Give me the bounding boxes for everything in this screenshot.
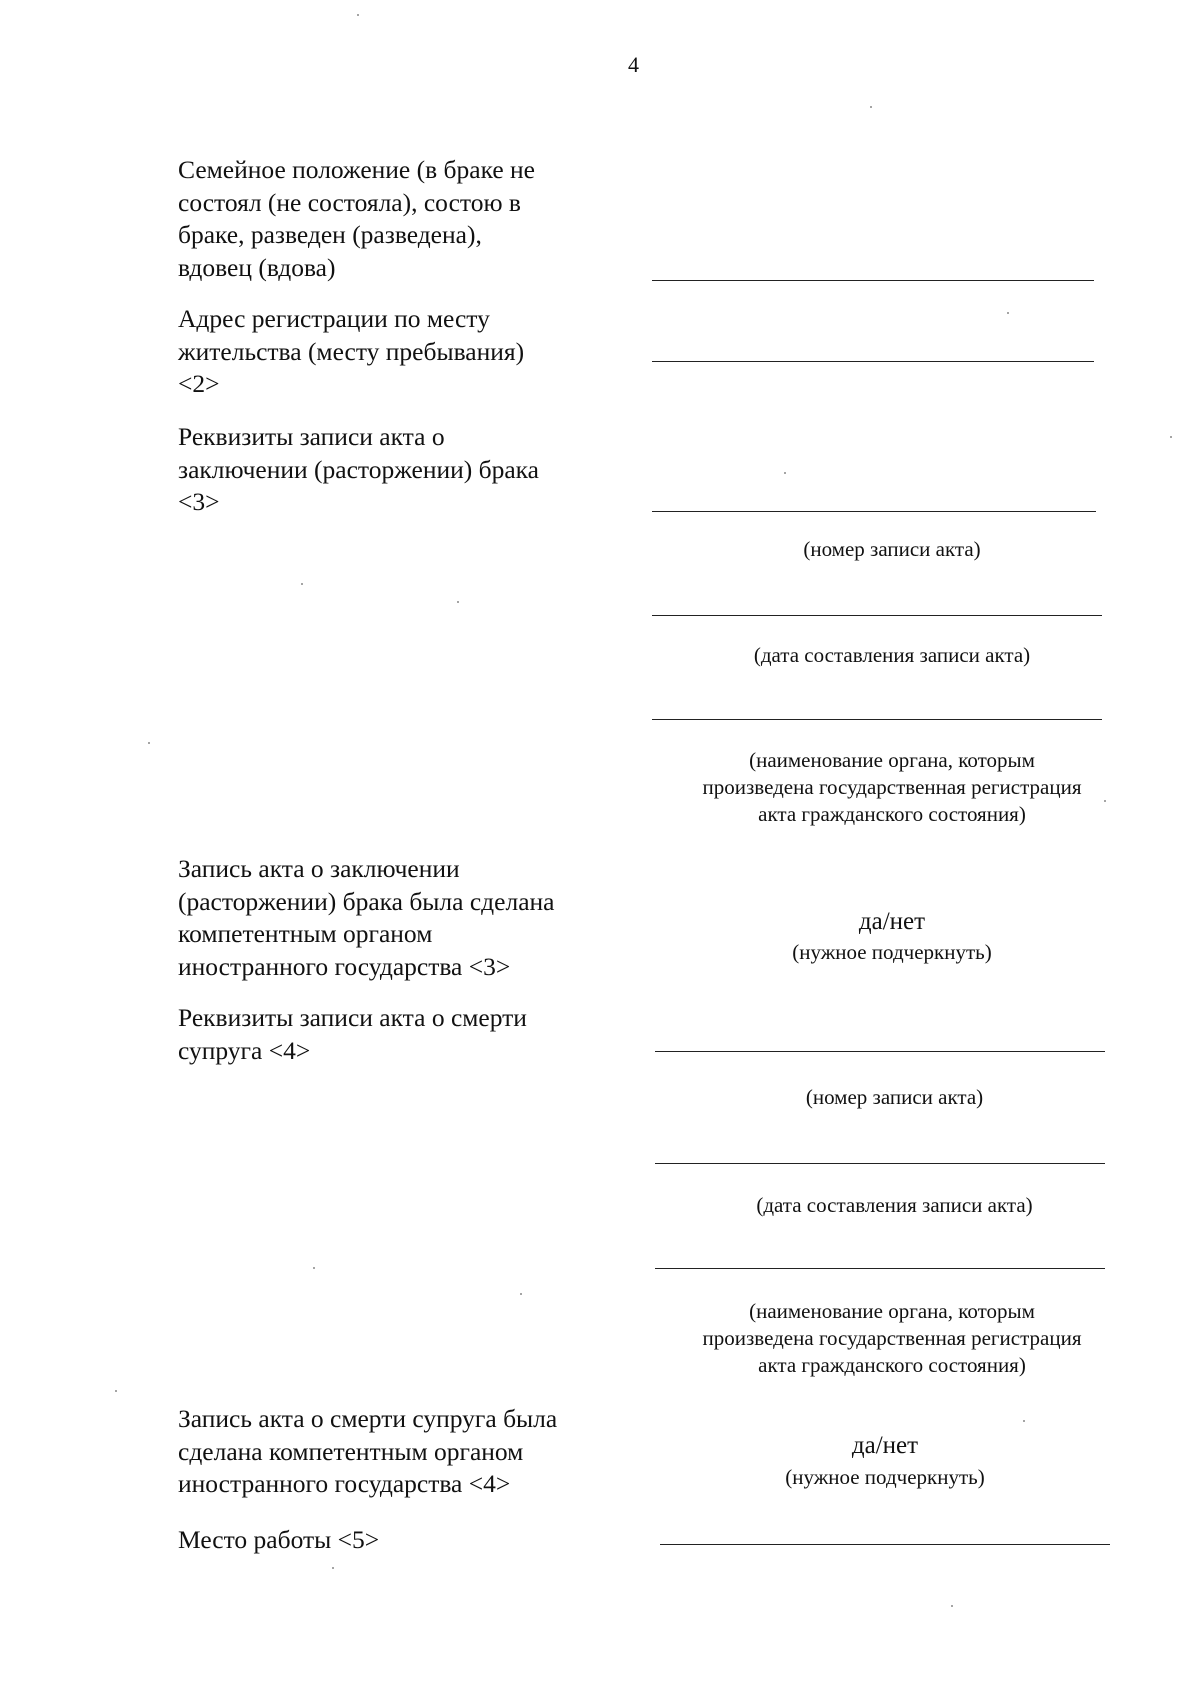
marriage-foreign-choice[interactable]: да/нет bbox=[858, 908, 926, 935]
scan-speck bbox=[332, 1567, 334, 1569]
marriage-record-label: Реквизиты записи акта о заключении (расторжении) брака <3> bbox=[178, 422, 539, 516]
scan-speck bbox=[115, 1390, 117, 1392]
scan-speck bbox=[1007, 312, 1009, 314]
scan-speck bbox=[357, 14, 359, 16]
death-record-label: Реквизиты записи акта о смерти супруга <4> bbox=[178, 1003, 527, 1065]
marriage-record-date-caption: (дата составления записи акта) bbox=[753, 643, 1031, 667]
scan-speck bbox=[1170, 436, 1172, 438]
marital-status-label: Семейное положение (в браке не состоял (не состояла), состою в браке, разведен (разведена), вдовец (вдова) bbox=[178, 155, 535, 282]
marriage-foreign-label: Запись акта о заключении (расторжении) брака была сделана компетентным органом иностранного государства <3> bbox=[178, 854, 555, 981]
marriage-record-number-caption: (номер записи акта) bbox=[803, 537, 981, 561]
death-record-number-line[interactable] bbox=[655, 1051, 1105, 1052]
workplace-label: Место работы <5> bbox=[178, 1525, 380, 1554]
scan-speck bbox=[951, 1605, 953, 1607]
marriage-foreign-hint: (нужное подчеркнуть) bbox=[792, 940, 992, 964]
marriage-record-date-line[interactable] bbox=[652, 615, 1102, 616]
death-record-date-line[interactable] bbox=[655, 1163, 1105, 1164]
death-foreign-hint: (нужное подчеркнуть) bbox=[785, 1465, 985, 1489]
registration-address-label: Адрес регистрации по месту жительства (месту пребывания) <2> bbox=[178, 304, 525, 398]
scan-speck bbox=[784, 472, 786, 474]
death-foreign-choice[interactable]: да/нет bbox=[851, 1432, 919, 1459]
scan-speck bbox=[301, 583, 303, 585]
scan-speck bbox=[457, 601, 459, 603]
workplace-line[interactable] bbox=[660, 1544, 1110, 1545]
marriage-record-number-line[interactable] bbox=[652, 511, 1096, 512]
scan-speck bbox=[870, 106, 872, 108]
death-record-authority-caption: (наименование органа, которым произведена государственная регистрация акта гражданского состояния) bbox=[702, 1299, 1082, 1377]
page-number: 4 bbox=[628, 52, 639, 77]
death-record-date-caption: (дата составления записи акта) bbox=[756, 1193, 1033, 1217]
death-record-number-caption: (номер записи акта) bbox=[805, 1085, 984, 1109]
death-foreign-label: Запись акта о смерти супруга была сделана компетентным органом иностранного государства <4> bbox=[178, 1404, 558, 1498]
death-record-authority-line[interactable] bbox=[655, 1268, 1105, 1269]
scan-speck bbox=[1023, 1420, 1025, 1422]
scan-speck bbox=[313, 1267, 315, 1269]
marital-status-line[interactable] bbox=[652, 280, 1094, 281]
scan-speck bbox=[1104, 800, 1106, 802]
registration-address-line[interactable] bbox=[652, 361, 1094, 362]
marriage-record-authority-line[interactable] bbox=[652, 719, 1102, 720]
scan-speck bbox=[520, 1293, 522, 1295]
scan-speck bbox=[148, 742, 150, 744]
marriage-record-authority-caption: (наименование органа, которым произведена государственная регистрация акта гражданского состояния) bbox=[702, 748, 1082, 826]
